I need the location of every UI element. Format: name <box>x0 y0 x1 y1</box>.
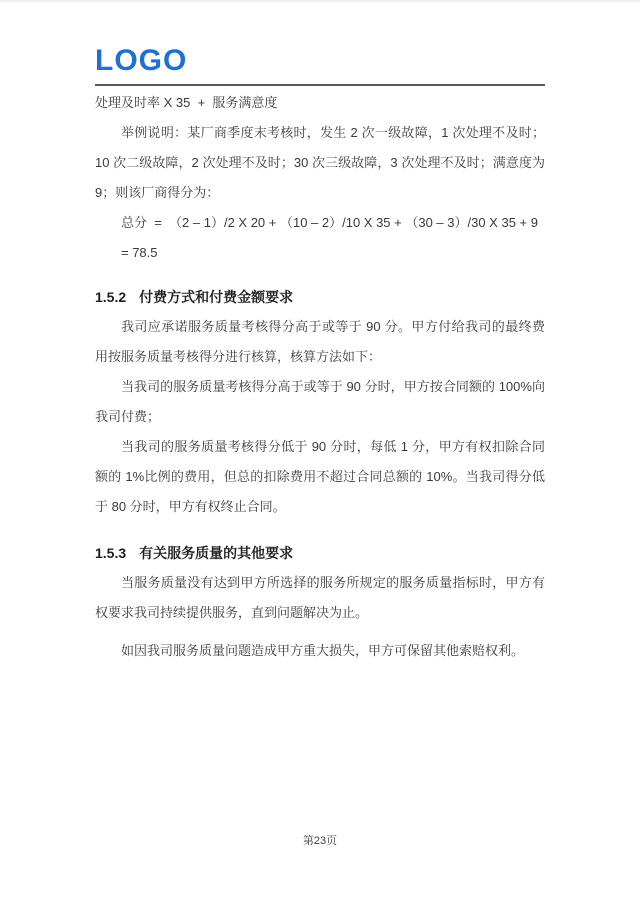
paragraph: 如因我司服务质量问题造成甲方重大损失，甲方可保留其他索赔权利。 <box>121 643 525 658</box>
example-paragraph: 举例说明：某厂商季度末考核时，发生 2 次一级故障，1 次处理不及时；10 次二级故障，2 次处理不及时；30 次三级故障，3 次处理不及时；满意度为 9；则该厂商得分为： <box>95 125 545 200</box>
paragraph: 当我司的服务质量考核得分低于 90 分时，每低 1 分，甲方有权扣除合同额的 1%比例的费用，但总的扣除费用不超过合同总额的 10%。当我司得分低于 80 分时，甲方有权终止合同。 <box>95 439 545 514</box>
page-content <box>0 46 640 666</box>
section-heading-payment-terms <box>95 282 545 312</box>
section-title: 有关服务质量的其他要求 <box>139 545 294 561</box>
formula-continuation-line: 处理及时率 X 35 + 服务满意度 <box>95 95 278 110</box>
section-number: 1.5.3 <box>95 545 127 561</box>
paragraph: 当服务质量没有达到甲方所选择的服务所规定的服务质量指标时，甲方有权要求我司持续提供服务，直到问题解决为止。 <box>95 575 545 620</box>
header-rule <box>95 84 545 86</box>
score-formula-line: 总分 = （2 – 1）/2 X 20 + （10 – 2）/10 X 35 + （30 – 3）/30 X 35 + 9 = 78.5 <box>121 215 542 260</box>
company-logo: LOGO <box>95 44 188 77</box>
section-heading-other-quality-requirements <box>95 538 545 568</box>
paragraph: 我司应承诺服务质量考核得分高于或等于 90 分。甲方付给我司的最终费用按服务质量考核得分进行核算，核算方法如下： <box>95 319 545 364</box>
section-title: 付费方式和付费金额要求 <box>139 289 294 305</box>
paragraph: 当我司的服务质量考核得分高于或等于 90 分时，甲方按合同额的 100%向我司付费； <box>95 379 545 424</box>
page-number: 第23页 <box>302 835 338 847</box>
section-number: 1.5.2 <box>95 289 127 305</box>
